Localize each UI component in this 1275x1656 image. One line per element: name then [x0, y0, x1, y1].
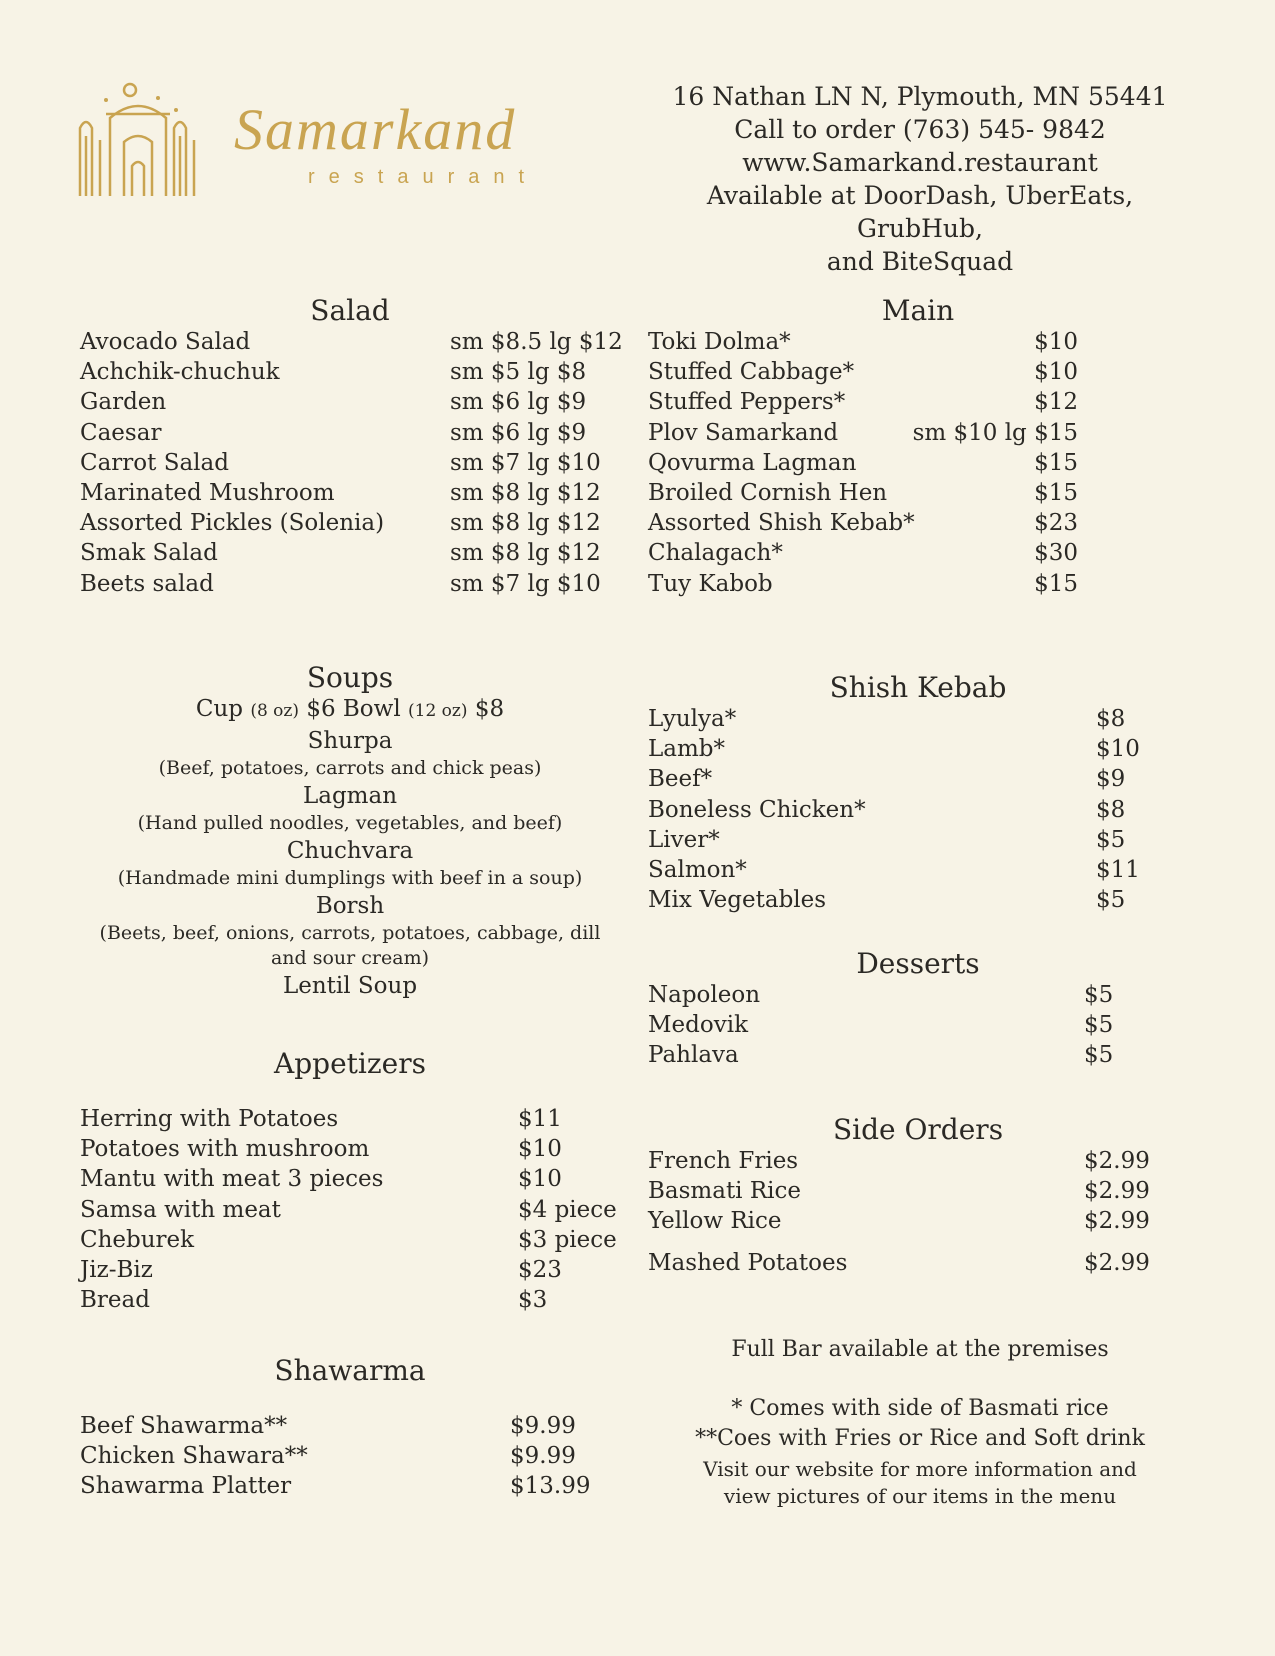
item-name: Cheburek — [80, 1226, 195, 1253]
menu-item — [80, 418, 620, 448]
mosque-logo-icon — [76, 78, 236, 208]
soup-list — [80, 726, 620, 971]
item-price: $10 — [1034, 329, 1078, 355]
menu-item — [80, 357, 620, 387]
item-price: $11 — [518, 1106, 562, 1132]
salad-section — [80, 294, 623, 599]
soups-section — [80, 662, 620, 1001]
item-name: Caesar — [80, 419, 162, 446]
item-price: $10 — [518, 1136, 562, 1163]
item-price: $9.99 — [510, 1413, 576, 1439]
item-price: $2.99 — [1084, 1249, 1150, 1276]
menu-item — [648, 1040, 1188, 1070]
item-price: $15 — [1034, 449, 1078, 476]
menu-item — [80, 569, 620, 599]
item-price: $10 — [518, 1166, 562, 1193]
fries-note: **Coes with Fries or Rice and Soft drink — [695, 1426, 1145, 1451]
item-name: Lamb* — [648, 736, 726, 763]
menu-item — [80, 1285, 620, 1315]
contact-info — [640, 80, 1200, 278]
item-name: Beef* — [648, 766, 713, 793]
item-name: Beets salad — [80, 570, 214, 597]
item-name: Potatoes with mushroom — [80, 1136, 370, 1163]
menu-item — [648, 1176, 1188, 1206]
item-price: $8 — [1096, 706, 1126, 732]
appetizers-section — [80, 1048, 620, 1315]
menu-item — [80, 1255, 620, 1285]
item-name: Chalagach* — [648, 540, 783, 567]
side-orders-list — [648, 1146, 1188, 1278]
soup-item-name: Chuchvara — [286, 838, 414, 864]
item-price: sm $7 lg $10 — [450, 449, 601, 476]
item-price: sm $7 lg $10 — [450, 570, 601, 597]
item-price: $23 — [1034, 510, 1078, 537]
desserts-section — [648, 948, 1188, 1071]
menu-item — [80, 478, 620, 508]
item-price: $13.99 — [510, 1473, 591, 1500]
item-price: $2.99 — [1084, 1148, 1150, 1174]
salad-list — [80, 327, 623, 599]
item-price: $15 — [1034, 479, 1078, 506]
item-price: $8 — [1096, 796, 1126, 823]
delivery-line-1: Available at DoorDash, UberEats, GrubHub, — [706, 181, 1134, 243]
menu-item — [80, 448, 620, 478]
section-title: Salad — [310, 294, 390, 327]
item-name: Liver* — [648, 826, 720, 853]
section-title: Appetizers — [274, 1047, 426, 1080]
item-name: Yellow Rice — [648, 1208, 782, 1235]
item-name: Salmon* — [648, 856, 747, 883]
menu-item — [648, 538, 1188, 568]
menu-item — [648, 764, 1188, 794]
shawarma-section — [80, 1355, 620, 1502]
menu-item — [648, 1248, 1188, 1278]
item-price: $3 piece — [518, 1226, 617, 1253]
item-price: $5 — [1084, 982, 1114, 1008]
item-price: sm $10 lg $15 — [912, 419, 1078, 446]
item-name: Avocado Salad — [80, 329, 251, 355]
item-price: $4 piece — [518, 1196, 617, 1223]
item-name: Shawarma Platter — [80, 1473, 292, 1500]
website: www.Samarkand.restaurant — [742, 148, 1098, 177]
menu-item — [80, 1164, 620, 1194]
menu-item — [648, 704, 1188, 734]
section-title: Main — [881, 294, 955, 327]
brand-subtitle: restaurant — [308, 166, 539, 188]
menu-item — [648, 1010, 1188, 1040]
item-name: Mashed Potatoes — [648, 1249, 848, 1276]
menu-item — [648, 387, 1188, 417]
address: 16 Nathan LN N, Plymouth, MN 55441 — [672, 82, 1168, 111]
item-price: sm $8.5 lg $12 — [450, 329, 623, 355]
bar-note: Full Bar available at the premises — [731, 1337, 1109, 1362]
item-name: Mix Vegetables — [648, 887, 827, 914]
item-price: $2.99 — [1084, 1178, 1150, 1205]
menu-item — [80, 327, 623, 357]
basmati-note: * Comes with side of Basmati rice — [731, 1396, 1109, 1421]
item-name: Chicken Shawara** — [80, 1443, 308, 1470]
menu-item — [648, 855, 1188, 885]
item-name: French Fries — [648, 1148, 799, 1174]
item-name: Smak Salad — [80, 540, 218, 567]
item-price: sm $6 lg $9 — [450, 389, 587, 416]
side-orders-section — [648, 1114, 1188, 1278]
menu-item — [648, 1206, 1188, 1236]
item-name: Achchik-chuchuk — [80, 359, 280, 386]
item-price: $9 — [1096, 766, 1126, 793]
item-name: Herring with Potatoes — [80, 1106, 339, 1132]
item-price: $5 — [1096, 826, 1126, 853]
menu-item — [648, 327, 1188, 357]
appetizers-list — [80, 1104, 620, 1315]
menu-item — [648, 734, 1188, 764]
menu-item — [648, 478, 1188, 508]
section-title: Soups — [306, 661, 394, 694]
item-price: $11 — [1096, 856, 1140, 883]
item-name: Carrot Salad — [80, 449, 229, 476]
item-name: Stuffed Cabbage* — [648, 359, 855, 386]
shish-kebab-section — [648, 672, 1188, 915]
menu-item — [80, 1225, 620, 1255]
menu-item — [80, 1195, 620, 1225]
menu-item — [648, 357, 1188, 387]
menu-item — [648, 795, 1188, 825]
item-price: sm $6 lg $9 — [450, 419, 587, 446]
soup-item-description: (Handmade mini dumplings with beef in a soup) — [117, 867, 583, 889]
item-price: sm $8 lg $12 — [450, 540, 601, 567]
soup-item-name: Lagman — [302, 783, 398, 809]
item-price: sm $8 lg $12 — [450, 510, 601, 537]
item-name: Mantu with meat 3 pieces — [80, 1166, 384, 1193]
section-title: Shish Kebab — [829, 671, 1007, 704]
item-price: $3 — [518, 1287, 548, 1314]
item-name: Lyulya* — [648, 706, 737, 732]
shish-kebab-list — [648, 704, 1188, 915]
item-name: Boneless Chicken* — [648, 796, 866, 823]
menu-item — [80, 538, 620, 568]
menu-item — [648, 569, 1188, 599]
brand-name: Samarkand — [234, 97, 517, 162]
item-name: Napoleon — [648, 982, 761, 1008]
section-title: Shawarma — [274, 1354, 426, 1387]
website-note: Visit our website for more information and view pictures of our items in the menu — [703, 1457, 1137, 1508]
item-price: sm $5 lg $8 — [450, 359, 587, 386]
item-price: $5 — [1096, 887, 1126, 914]
item-name: Beef Shawarma** — [80, 1413, 288, 1439]
item-price: $10 — [1096, 736, 1140, 763]
item-name: Marinated Mushroom — [80, 479, 335, 506]
menu-item — [80, 508, 620, 538]
item-name: Qovurma Lagman — [648, 449, 857, 476]
item-name: Tuy Kabob — [648, 570, 773, 597]
menu-item — [80, 1471, 620, 1501]
menu-item — [80, 387, 620, 417]
menu-item — [648, 508, 1188, 538]
soup-sizes: Cup (8 oz) $6 Bowl (12 oz) $8 — [195, 696, 505, 722]
section-title: Desserts — [856, 947, 980, 980]
desserts-list — [648, 980, 1188, 1071]
phone: Call to order (763) 545- 9842 — [734, 115, 1106, 144]
soup-item-name: Lentil Soup — [282, 973, 418, 999]
item-name: Medovik — [648, 1012, 749, 1039]
menu-item — [648, 980, 1188, 1010]
item-price: $15 — [1034, 570, 1078, 597]
menu-item — [80, 1411, 620, 1441]
item-name: Jiz-Biz — [80, 1256, 153, 1283]
menu-item — [648, 825, 1188, 855]
main-section — [648, 295, 1188, 599]
menu-item — [648, 885, 1188, 915]
item-price: $9.99 — [510, 1443, 576, 1470]
menu-item — [80, 1441, 620, 1471]
item-name: Plov Samarkand — [648, 419, 839, 446]
item-name: Toki Dolma* — [648, 329, 791, 355]
soup-item-description: (Beef, potatoes, carrots and chick peas) — [158, 757, 542, 779]
menu-item — [648, 418, 1188, 448]
item-name: Samsa with meat — [80, 1196, 281, 1223]
item-name: Assorted Pickles (Solenia) — [80, 510, 385, 537]
menu-item — [80, 1104, 620, 1134]
menu-item — [80, 1134, 620, 1164]
item-price: $5 — [1084, 1012, 1114, 1039]
soup-item-description: (Beets, beef, onions, carrots, potatoes, cabbage, dill and sour cream) — [99, 922, 601, 969]
item-price: $2.99 — [1084, 1208, 1150, 1235]
item-price: $5 — [1084, 1042, 1114, 1069]
soup-item-name: Borsh — [315, 893, 385, 919]
item-name: Assorted Shish Kebab* — [648, 510, 915, 537]
item-price: $30 — [1034, 540, 1078, 567]
delivery-line-2: and BiteSquad — [826, 247, 1014, 276]
logo — [76, 78, 636, 208]
item-price: $23 — [518, 1256, 562, 1283]
item-price: sm $8 lg $12 — [450, 479, 601, 506]
item-name: Bread — [80, 1287, 150, 1314]
menu-item — [648, 448, 1188, 478]
item-name: Pahlava — [648, 1042, 739, 1069]
item-name: Broiled Cornish Hen — [648, 479, 888, 506]
section-title: Side Orders — [832, 1113, 1004, 1146]
soup-item-description: (Hand pulled noodles, vegetables, and beef) — [137, 812, 563, 834]
item-price: $10 — [1034, 359, 1078, 386]
item-price: $12 — [1034, 389, 1078, 416]
shawarma-list — [80, 1411, 620, 1502]
item-name: Stuffed Peppers* — [648, 389, 846, 416]
menu-item — [648, 1146, 1188, 1176]
item-name: Garden — [80, 389, 167, 416]
item-name: Basmati Rice — [648, 1178, 802, 1205]
soup-item-name: Shurpa — [307, 728, 393, 754]
main-list — [648, 327, 1188, 599]
